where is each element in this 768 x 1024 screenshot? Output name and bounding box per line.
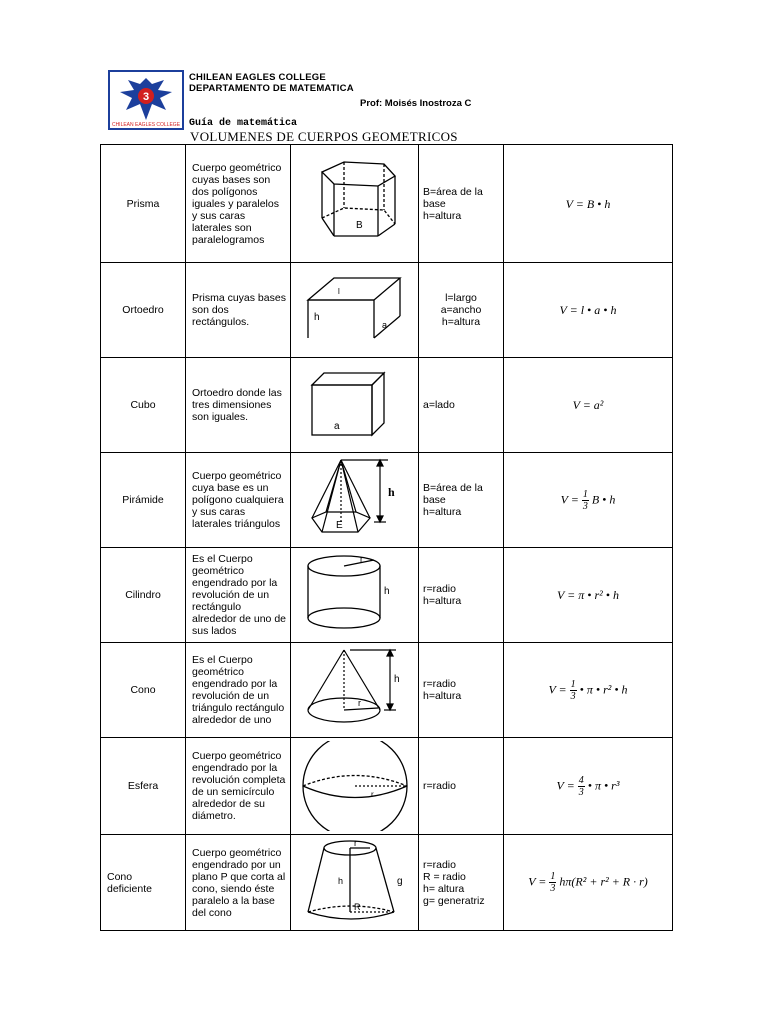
variable-text: h= altura <box>423 882 465 895</box>
solid-variables <box>419 643 504 738</box>
frustum-figure <box>291 835 419 931</box>
variable-text: r=radio <box>423 858 456 871</box>
prism-figure <box>291 145 419 263</box>
solid-variables <box>419 548 504 643</box>
volume-formula <box>504 453 673 548</box>
formula-lead: V = <box>560 491 579 506</box>
solid-name: Ortoedro <box>101 263 186 358</box>
figure-label: h <box>337 875 343 886</box>
formula-tail: B • h <box>591 491 616 506</box>
formula-tail: hπ(R² + r² + R · r) <box>559 874 648 889</box>
formula-denominator: 3 <box>582 500 588 512</box>
solid-description: Prisma cuyas bases son dos rectángulos. <box>186 263 291 358</box>
variable-text: h=altura <box>423 506 462 518</box>
variable-text: h=altura <box>423 690 462 702</box>
figure-label: h <box>313 312 320 323</box>
solid-name: Cono deficiente <box>101 835 186 931</box>
volume-formula <box>504 835 673 931</box>
solid-name: Esfera <box>101 738 186 835</box>
formula-numerator: 4 <box>578 774 584 786</box>
figure-label: R <box>353 901 360 912</box>
volume-formula: V = l • a • h <box>504 263 673 358</box>
table-row <box>101 358 673 453</box>
solid-description: Es el Cuerpo geométrico engendrado por la revolución de un rectángulo alrededor de uno de sus lados <box>186 548 291 643</box>
figure-label: B <box>355 219 363 231</box>
volumes-table <box>100 144 673 931</box>
figure-label: r <box>357 698 361 708</box>
solid-description: Cuerpo geométrico cuyas bases son dos polígonos iguales y paralelos y sus caras laterales son paralelogramos <box>186 145 291 263</box>
variable-text: r=radio <box>423 583 456 595</box>
cylinder-figure <box>291 548 419 643</box>
solid-description: Cuerpo geométrico engendrado por la revolución completa de un semicírculo alrededor de su diámetro. <box>186 738 291 835</box>
figure-label: h <box>383 586 390 597</box>
solid-variables <box>419 835 504 931</box>
formula-numerator: 1 <box>570 678 576 690</box>
figure-label: g <box>396 875 403 887</box>
cuboid-figure <box>291 263 419 358</box>
pyramid-figure <box>291 453 419 548</box>
variable-text: a=ancho <box>440 304 482 316</box>
school-header <box>189 72 354 94</box>
variable-text: a=lado <box>423 399 455 411</box>
solid-name: Pirámide <box>101 453 186 548</box>
volume-formula <box>504 738 673 835</box>
figure-label: a <box>381 320 387 330</box>
variable-text: r=radio <box>423 678 456 690</box>
solid-name: Prisma <box>101 145 186 263</box>
guide-label: Guía de matemática <box>189 118 298 129</box>
page-title: VOLUMENES DE CUERPOS GEOMETRICOS <box>190 129 458 144</box>
formula-denominator: 3 <box>578 786 584 798</box>
variable-text: R = radio <box>423 870 466 883</box>
solid-name: Cono <box>101 643 186 738</box>
variable-text: h=altura <box>423 595 462 607</box>
table-row <box>101 643 673 738</box>
school-name: CHILEAN EAGLES COLLEGE <box>189 72 326 83</box>
table-row <box>101 835 673 931</box>
volume-formula <box>504 643 673 738</box>
logo-text: CHILEAN EAGLES COLLEGE <box>111 122 181 128</box>
formula-denominator: 3 <box>550 883 556 894</box>
formula-tail: • π • r² • h <box>579 681 628 696</box>
variable-text: h=altura <box>441 316 481 328</box>
solid-description: Es el Cuerpo geométrico engendrado por la revolución de un triángulo rectángulo alrededor de uno <box>186 643 291 738</box>
table-row <box>101 263 673 358</box>
figure-label: h <box>393 674 400 685</box>
formula-tail: • π • r³ <box>587 777 620 792</box>
table-row <box>101 738 673 835</box>
variable-text: B=área de la base <box>423 482 483 506</box>
solid-variables <box>419 358 504 453</box>
figure-label: r <box>353 837 357 848</box>
formula-lead: V = <box>556 777 575 792</box>
solid-name: Cilindro <box>101 548 186 643</box>
solid-name: Cubo <box>101 358 186 453</box>
table-row <box>101 145 673 263</box>
professor-name: Prof: Moisés Inostroza C <box>360 98 472 109</box>
formula-numerator: 1 <box>582 488 588 500</box>
solid-description: Cuerpo geométrico cuya base es un polígono cualquiera y sus caras laterales triángulos <box>186 453 291 548</box>
sphere-figure <box>291 738 419 835</box>
cube-figure <box>291 358 419 453</box>
figure-label: h <box>387 485 395 499</box>
figure-label: a <box>333 421 340 432</box>
formula-numerator: 1 <box>550 871 556 882</box>
table-row <box>101 453 673 548</box>
solid-variables <box>419 145 504 263</box>
volume-formula: V = a² <box>504 358 673 453</box>
figure-label: r <box>359 554 363 564</box>
variable-text: r=radio <box>423 780 456 792</box>
department-name: DEPARTAMENTO DE MATEMATICA <box>189 83 354 94</box>
variable-text: l=largo <box>445 292 477 304</box>
variable-text: g= generatriz <box>423 894 485 907</box>
solid-description: Cuerpo geométrico engendrado por un plano P que corta al cono, siendo éste paralelo a la base del cono <box>186 835 291 931</box>
figure-label: r <box>370 790 374 799</box>
school-logo <box>108 70 184 130</box>
variable-text: h=altura <box>423 209 462 222</box>
variable-text: B=área de la base <box>423 185 483 210</box>
formula-denominator: 3 <box>570 690 576 702</box>
logo-number: 3 <box>142 91 150 103</box>
figure-label: E <box>335 520 343 531</box>
cone-figure <box>291 643 419 738</box>
volume-formula: V = B • h <box>504 145 673 263</box>
solid-variables <box>419 738 504 835</box>
formula-lead: V = <box>528 874 547 889</box>
formula-lead: V = <box>548 681 567 696</box>
solid-variables <box>419 453 504 548</box>
table-row <box>101 548 673 643</box>
solid-description: Ortoedro donde las tres dimensiones son iguales. <box>186 358 291 453</box>
figure-label: l <box>337 287 340 296</box>
volume-formula: V = π • r² • h <box>504 548 673 643</box>
solid-variables <box>419 263 504 358</box>
